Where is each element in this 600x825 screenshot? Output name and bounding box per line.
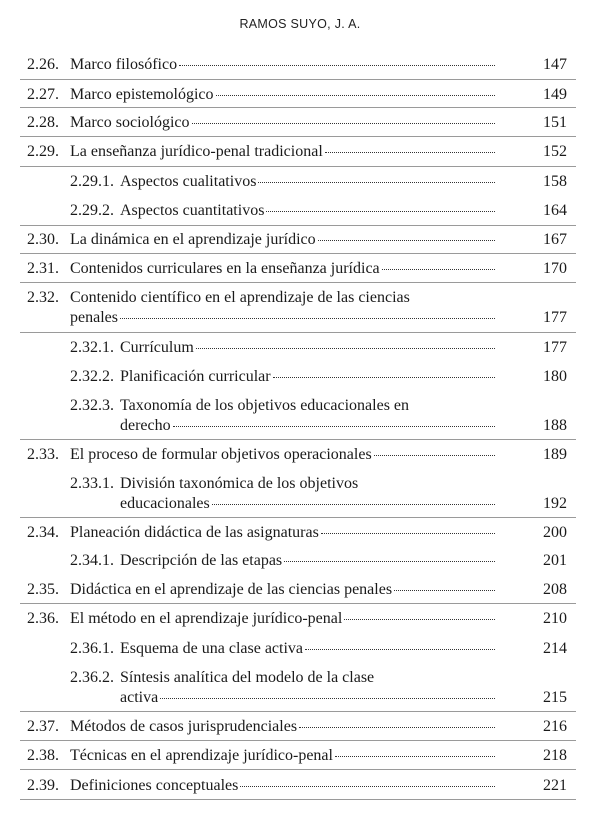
toc-entry-page: 218 xyxy=(543,747,567,764)
dot-leader xyxy=(318,240,495,241)
toc-entry-title: Esquema de una clase activa xyxy=(120,640,304,657)
row-divider xyxy=(20,603,576,604)
toc-entry-page: 147 xyxy=(543,56,567,73)
toc-entry-number: 2.37. xyxy=(27,718,59,735)
toc-entry-number: 2.29. xyxy=(27,143,59,160)
dot-leader xyxy=(120,318,495,319)
dot-leader xyxy=(394,590,495,591)
row-divider xyxy=(20,740,576,741)
toc-entry-title: Marco epistemológico xyxy=(70,86,214,103)
dot-leader xyxy=(374,455,495,456)
toc-entry-page: 152 xyxy=(543,143,567,160)
toc-entry-title: División taxonómica de los objetivos xyxy=(120,475,359,492)
toc-entry-page: 151 xyxy=(543,114,567,131)
toc-entry-page: 170 xyxy=(543,260,567,277)
toc-entry-title: Planeación didáctica de las asignaturas xyxy=(70,524,319,541)
toc-entry-page: 167 xyxy=(543,231,567,248)
row-divider xyxy=(20,79,576,80)
toc-entry-title: Técnicas en el aprendizaje jurídico-penal xyxy=(70,747,333,764)
toc-entry-title: Métodos de casos jurisprudenciales xyxy=(70,718,298,735)
toc-entry-title: Contenidos curriculares en la enseñanza jurídica xyxy=(70,260,380,277)
toc-entry-number: 2.27. xyxy=(27,86,59,103)
toc-entry-title: Didáctica en el aprendizaje de las ciencias penales xyxy=(70,581,393,598)
toc-entry-title: Contenido científico en el aprendizaje de las ciencias xyxy=(70,289,410,306)
toc-entry-number: 2.29.1. xyxy=(70,173,114,190)
toc-entry-page: 210 xyxy=(543,610,567,627)
toc-entry-number: 2.39. xyxy=(27,777,59,794)
dot-leader xyxy=(192,123,495,124)
dot-leader xyxy=(160,698,495,699)
toc-entry-title: educacionales xyxy=(120,495,210,512)
dot-leader xyxy=(240,786,495,787)
toc-entry-number: 2.33. xyxy=(27,446,59,463)
dot-leader xyxy=(382,269,495,270)
dot-leader xyxy=(273,377,495,378)
toc-entry-number: 2.36.1. xyxy=(70,640,114,657)
toc-entry-number: 2.36.2. xyxy=(70,669,114,686)
dot-leader xyxy=(344,619,495,620)
toc-entry-number: 2.32.2. xyxy=(70,368,114,385)
row-divider xyxy=(20,136,576,137)
toc-entry-page: 192 xyxy=(543,495,567,512)
toc-entry-page: 208 xyxy=(543,581,567,598)
dot-leader xyxy=(216,95,495,96)
toc-entry-page: 180 xyxy=(543,368,567,385)
toc-entry-number: 2.36. xyxy=(27,610,59,627)
toc-entry-page: 177 xyxy=(543,339,567,356)
toc-entry-page: 216 xyxy=(543,718,567,735)
toc-entry-title: Marco filosófico xyxy=(70,56,178,73)
dot-leader xyxy=(173,426,495,427)
toc-entry-title: Planificación curricular xyxy=(120,368,271,385)
toc-entry-number: 2.38. xyxy=(27,747,59,764)
toc-entry-number: 2.33.1. xyxy=(70,475,114,492)
toc-entry-title: El método en el aprendizaje jurídico-penal xyxy=(70,610,343,627)
toc-entry-title: Descripción de las etapas xyxy=(120,552,283,569)
toc-entry-title: La dinámica en el aprendizaje jurídico xyxy=(70,231,316,248)
row-divider xyxy=(20,439,576,440)
toc-entry-number: 2.35. xyxy=(27,581,59,598)
row-divider xyxy=(20,166,576,167)
row-divider xyxy=(20,711,576,712)
toc-entry-number: 2.31. xyxy=(27,260,59,277)
toc-entry-number: 2.32.1. xyxy=(70,339,114,356)
row-divider xyxy=(20,332,576,333)
toc-entry-title: activa xyxy=(120,689,159,706)
row-divider xyxy=(20,107,576,108)
dot-leader xyxy=(196,348,495,349)
dot-leader xyxy=(325,152,495,153)
toc-entry-number: 2.32.3. xyxy=(70,397,114,414)
toc-entry-title: Aspectos cuantitativos xyxy=(120,202,265,219)
row-divider xyxy=(20,799,576,800)
toc-entry-number: 2.30. xyxy=(27,231,59,248)
row-divider xyxy=(20,769,576,770)
toc-entry-title: El proceso de formular objetivos operacionales xyxy=(70,446,372,463)
dot-leader xyxy=(212,504,495,505)
toc-entry-page: 158 xyxy=(543,173,567,190)
dot-leader xyxy=(321,533,495,534)
toc-entry-page: 164 xyxy=(543,202,567,219)
toc-entry-title: Currículum xyxy=(120,339,194,356)
toc-entry-title: Síntesis analítica del modelo de la clase xyxy=(120,669,375,686)
toc-entry-title: Aspectos cualitativos xyxy=(120,173,257,190)
dot-leader xyxy=(335,756,495,757)
toc-entry-page: 201 xyxy=(543,552,567,569)
toc-entry-number: 2.29.2. xyxy=(70,202,114,219)
toc-entry-title: La enseñanza jurídico-penal tradicional xyxy=(70,143,323,160)
row-divider xyxy=(20,225,576,226)
toc-entry-page: 189 xyxy=(543,446,567,463)
toc-entry-page: 177 xyxy=(543,309,567,326)
row-divider xyxy=(20,282,576,283)
toc-entry-number: 2.34.1. xyxy=(70,552,114,569)
toc-entry-number: 2.26. xyxy=(27,56,59,73)
toc-entry-page: 215 xyxy=(543,689,567,706)
toc-entry-title: Definiciones conceptuales xyxy=(70,777,239,794)
dot-leader xyxy=(299,727,495,728)
toc-entry-page: 214 xyxy=(543,640,567,657)
row-divider xyxy=(20,517,576,518)
dot-leader xyxy=(179,65,495,66)
dot-leader xyxy=(266,211,495,212)
dot-leader xyxy=(305,649,495,650)
toc-entry-title: Marco sociológico xyxy=(70,114,190,131)
toc-entry-number: 2.32. xyxy=(27,289,59,306)
toc-entry-page: 200 xyxy=(543,524,567,541)
toc-entry-title: Taxonomía de los objetivos educacionales en xyxy=(120,397,410,414)
toc-entry-number: 2.28. xyxy=(27,114,59,131)
toc-entry-page: 188 xyxy=(543,417,567,434)
row-divider xyxy=(20,253,576,254)
running-header: RAMOS SUYO, J. A. xyxy=(239,17,361,31)
dot-leader xyxy=(284,561,495,562)
toc-entry-page: 221 xyxy=(543,777,567,794)
toc-entry-title: penales xyxy=(70,309,118,326)
toc-entry-number: 2.34. xyxy=(27,524,59,541)
toc-entry-title: derecho xyxy=(120,417,171,434)
toc-entry-page: 149 xyxy=(543,86,567,103)
dot-leader xyxy=(258,182,495,183)
